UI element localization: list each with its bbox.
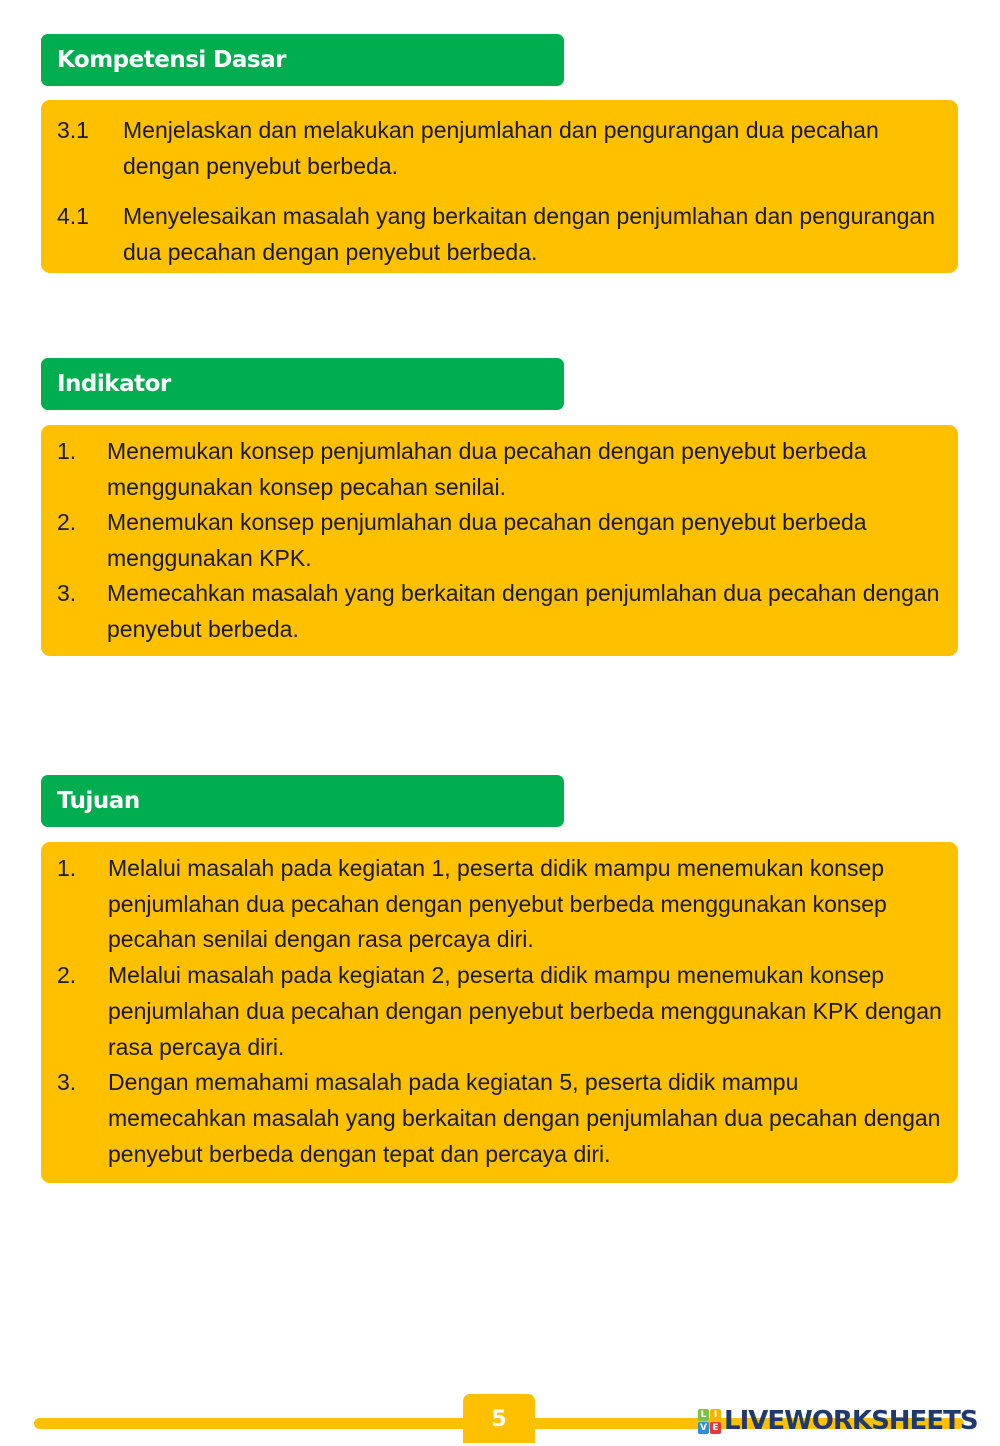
- item-text: Menemukan konsep penjumlahan dua pecahan dengan penyebut berbeda menggunakan KPK.: [107, 509, 867, 571]
- brand-name: LIVEWORKSHEETS: [724, 1406, 978, 1436]
- item-number: 1.: [57, 855, 77, 881]
- list-item: [57, 505, 942, 576]
- list-item: [57, 1065, 942, 1172]
- liveworksheets-logo-icon: [698, 1409, 721, 1434]
- logo-letter: E: [710, 1422, 721, 1434]
- item-text: Melalui masalah pada kegiatan 1, peserta didik mampu menemukan konsep penjumlahan dua pecahan dengan penyebut berbeda menggunakan konsep pecahan senilai dengan rasa percaya diri.: [108, 855, 887, 953]
- logo-letter: I: [710, 1409, 721, 1421]
- item-number: 2.: [57, 509, 77, 535]
- item-number: 3.: [57, 1069, 77, 1096]
- item-number: 3.: [57, 580, 77, 606]
- liveworksheets-brand[interactable]: [698, 1406, 978, 1436]
- logo-letter: V: [698, 1422, 709, 1434]
- section-header-kompetensi-dasar: Kompetensi Dasar: [41, 34, 564, 86]
- tujuan-box: [41, 842, 958, 1183]
- list-item: [57, 958, 942, 1065]
- item-text: Menyelesaikan masalah yang berkaitan dengan penjumlahan dan pengurangan dua pecahan dengan penyebut berbeda.: [123, 203, 935, 265]
- logo-letter: L: [698, 1409, 709, 1421]
- item-text: Dengan memahami masalah pada kegiatan 5, peserta didik mampu memecahkan masalah yang berkaitan dengan penjumlahan dua pecahan dengan penyebut berbeda dengan tepat dan percaya diri.: [108, 1069, 941, 1167]
- list-item: [57, 851, 942, 958]
- item-number: 3.1: [57, 117, 89, 143]
- list-item: [57, 112, 942, 184]
- list-item: [57, 576, 942, 647]
- page-number: 5: [463, 1394, 535, 1443]
- list-item: [57, 434, 942, 505]
- kompetensi-dasar-box: [41, 100, 958, 273]
- item-text: Melalui masalah pada kegiatan 2, peserta didik mampu menemukan konsep penjumlahan dua pecahan dengan penyebut berbeda menggunakan KPK dengan rasa percaya diri.: [108, 962, 942, 1060]
- section-header-indikator: Indikator: [41, 358, 564, 410]
- list-item: [57, 198, 942, 270]
- indikator-box: [41, 425, 958, 656]
- item-text: Menjelaskan dan melakukan penjumlahan dan pengurangan dua pecahan dengan penyebut berbeda.: [123, 117, 879, 179]
- section-header-tujuan: Tujuan: [41, 775, 564, 827]
- item-text: Menemukan konsep penjumlahan dua pecahan dengan penyebut berbeda menggunakan konsep pecahan senilai.: [107, 438, 867, 500]
- item-text: Memecahkan masalah yang berkaitan dengan penjumlahan dua pecahan dengan penyebut berbeda.: [107, 580, 940, 642]
- item-number: 4.1: [57, 203, 89, 229]
- item-number: 2.: [57, 962, 77, 989]
- item-number: 1.: [57, 438, 77, 464]
